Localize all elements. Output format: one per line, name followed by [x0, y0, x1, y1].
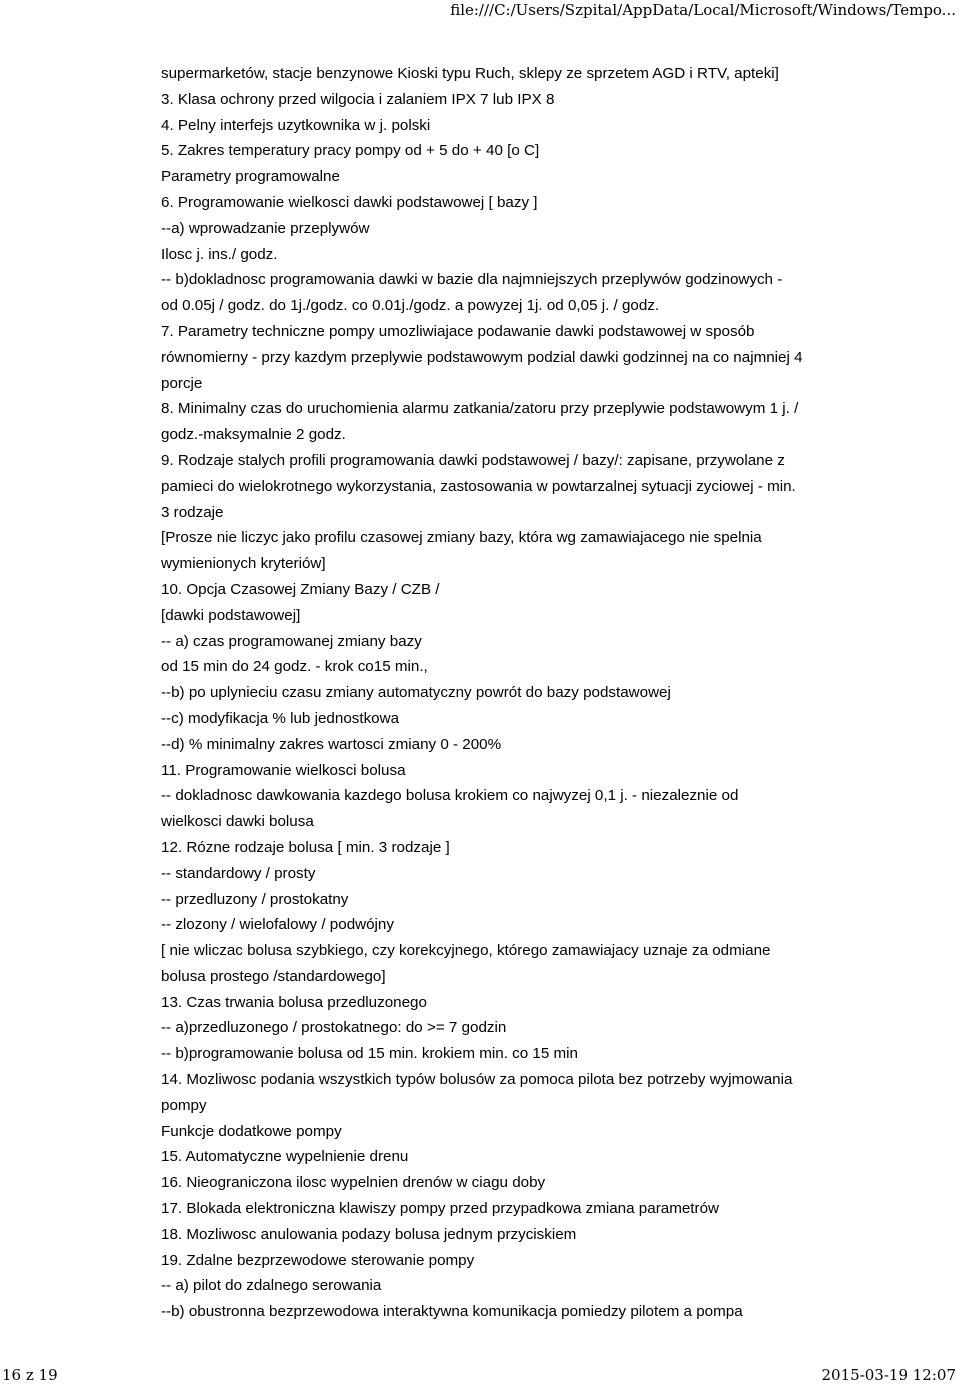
document-line: wymienionych kryteriów] — [161, 555, 326, 573]
document-line: --a) wprowadzanie przeplywów — [161, 219, 370, 237]
document-line: 6. Programowanie wielkosci dawki podstawowej [ bazy ] — [161, 193, 538, 211]
page-number: 16 z 19 — [2, 1366, 58, 1384]
document-line: bolusa prostego /standardowego] — [161, 967, 386, 985]
document-line: równomierny - przy kazdym przeplywie podstawowym podzial dawki godzinnej na co najmniej 4 — [161, 348, 803, 366]
document-line: 14. Mozliwosc podania wszystkich typów bolusów za pomoca pilota bez potrzeby wyjmowania — [161, 1071, 793, 1089]
document-line: -- zlozony / wielofalowy / podwójny — [161, 916, 394, 934]
section-heading: Parametry programowalne — [161, 168, 340, 186]
document-line: 8. Minimalny czas do uruchomienia alarmu zatkania/zatoru przy przeplywie podstawowym 1 j. / — [161, 400, 799, 418]
document-line: Ilosc j. ins./ godz. — [161, 245, 278, 263]
document-line: --b) po uplynieciu czasu zmiany automatyczny powrót do bazy podstawowej — [161, 684, 671, 702]
document-line: -- przedluzony / prostokatny — [161, 890, 349, 908]
document-line: godz.-maksymalnie 2 godz. — [161, 426, 346, 444]
file-path-header: file:///C:/Users/Szpital/AppData/Local/Microsoft/Windows/Tempo... — [450, 1, 956, 19]
document-line: supermarketów, stacje benzynowe Kioski typu Ruch, sklepy ze sprzetem AGD i RTV, apteki] — [161, 65, 779, 82]
document-body — [161, 61, 861, 1325]
document-line: -- dokladnosc dawkowania kazdego bolusa krokiem co najwyzej 0,1 j. - niezaleznie od — [161, 787, 739, 805]
document-line: 3 rodzaje — [161, 503, 224, 521]
document-line: 17. Blokada elektroniczna klawiszy pompy przed przypadkowa zmiana parametrów — [161, 1200, 719, 1218]
document-line: wielkosci dawki bolusa — [161, 813, 314, 831]
document-line: porcje — [161, 374, 203, 392]
document-line: od 15 min do 24 godz. - krok co15 min., — [161, 658, 428, 676]
print-datetime: 2015-03-19 12:07 — [821, 1366, 956, 1384]
document-line: 12. Rózne rodzaje bolusa [ min. 3 rodzaje ] — [161, 838, 450, 856]
document-line: pompy — [161, 1096, 207, 1114]
document-line: -- a) czas programowanej zmiany bazy — [161, 632, 422, 650]
document-line: 3. Klasa ochrony przed wilgocia i zalaniem IPX 7 lub IPX 8 — [161, 90, 555, 108]
document-line: 9. Rodzaje stalych profili programowania dawki podstawowej / bazy/: zapisane, przywolane z — [161, 451, 785, 469]
document-line: 11. Programowanie wielkosci bolusa — [161, 761, 406, 779]
document-line: -- b)dokladnosc programowania dawki w bazie dla najmniejszych przeplywów godzinowych - — [161, 271, 783, 289]
document-line: [ nie wliczac bolusa szybkiego, czy korekcyjnego, którego zamawiajacy uznaje za odmiane — [161, 942, 771, 960]
document-line: 10. Opcja Czasowej Zmiany Bazy / CZB / — [161, 580, 440, 598]
document-line: 4. Pelny interfejs uzytkownika w j. polski — [161, 116, 431, 134]
document-line: -- standardowy / prosty — [161, 864, 316, 882]
document-line: [dawki podstawowej] — [161, 606, 301, 624]
document-line: -- a) pilot do zdalnego serowania — [161, 1277, 382, 1295]
document-line: --d) % minimalny zakres wartosci zmiany 0 - 200% — [161, 735, 502, 753]
document-line: -- a)przedluzonego / prostokatnego: do >= 7 godzin — [161, 1019, 507, 1037]
document-line: [Prosze nie liczyc jako profilu czasowej zmiany bazy, która wg zamawiajacego nie spelnia — [161, 529, 762, 547]
document-line: 7. Parametry techniczne pompy umozliwiajace podawanie dawki podstawowej w sposób — [161, 322, 755, 340]
document-line: --b) obustronna bezprzewodowa interaktywna komunikacja pomiedzy pilotem a pompa — [161, 1303, 743, 1321]
document-line: 15. Automatyczne wypelnienie drenu — [161, 1148, 409, 1166]
document-line: 13. Czas trwania bolusa przedluzonego — [161, 993, 427, 1011]
document-line: od 0.05j / godz. do 1j./godz. co 0.01j./godz. a powyzej 1j. od 0,05 j. / godz. — [161, 297, 660, 315]
document-line: -- b)programowanie bolusa od 15 min. krokiem min. co 15 min — [161, 1045, 578, 1063]
document-line: pamieci do wielokrotnego wykorzystania, zastosowania w powtarzalnej sytuacji zyciowej - min. — [161, 477, 796, 495]
document-line: 18. Mozliwosc anulowania podazy bolusa jednym przyciskiem — [161, 1225, 577, 1243]
document-line: 19. Zdalne bezprzewodowe sterowanie pompy — [161, 1251, 475, 1269]
document-line: 5. Zakres temperatury pracy pompy od + 5 do + 40 [o C] — [161, 142, 540, 160]
section-heading: Funkcje dodatkowe pompy — [161, 1122, 342, 1140]
document-line: 16. Nieograniczona ilosc wypelnien drenów w ciagu doby — [161, 1174, 546, 1192]
document-line: --c) modyfikacja % lub jednostkowa — [161, 709, 400, 727]
